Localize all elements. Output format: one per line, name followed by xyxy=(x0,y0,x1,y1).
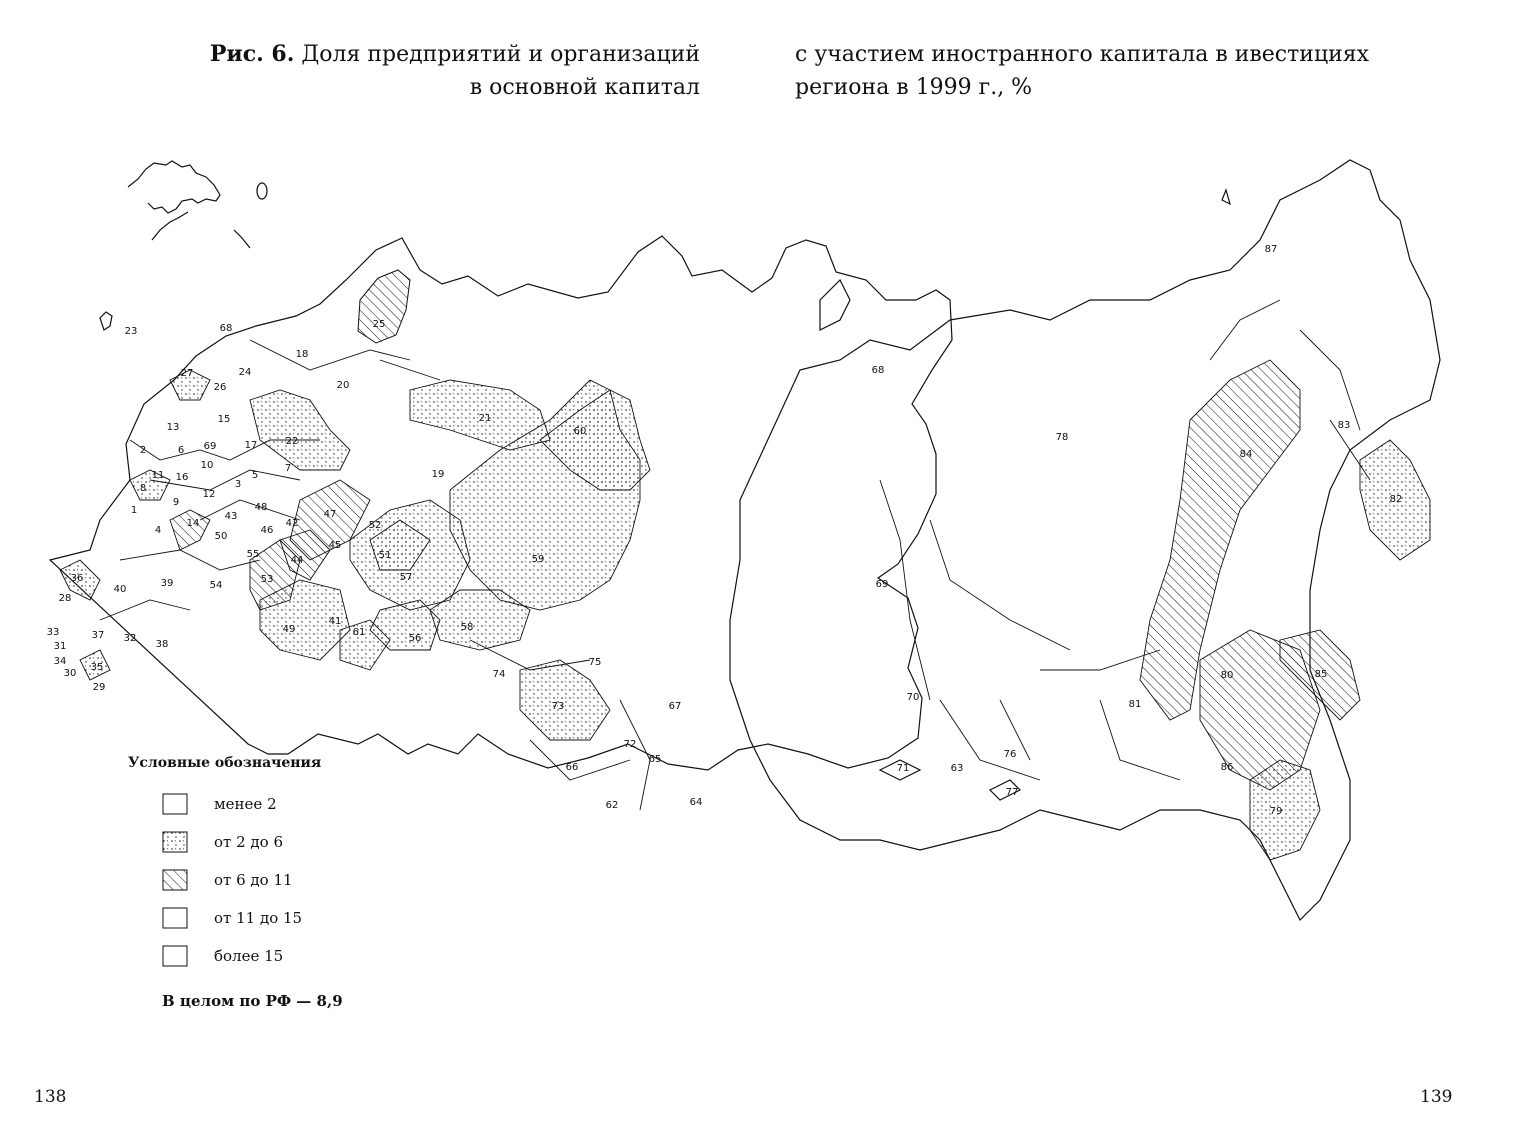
region-label-71: 71 xyxy=(896,763,910,774)
region-label-10: 10 xyxy=(200,460,214,471)
title-left-line1: Доля предприятий и организаций xyxy=(301,42,700,67)
region-label-83: 83 xyxy=(1337,420,1351,431)
legend-title: Условные обозначения xyxy=(128,755,322,771)
region-label-22: 22 xyxy=(285,436,299,447)
region-label-81: 81 xyxy=(1128,699,1142,710)
region-label-1: 1 xyxy=(130,505,138,516)
region-label-53: 53 xyxy=(260,574,274,585)
legend-item-2-6 xyxy=(162,823,428,861)
region-label-25: 25 xyxy=(372,319,386,330)
legend-item-gt15 xyxy=(162,937,428,975)
region-label-24: 24 xyxy=(238,367,252,378)
region-label-62: 62 xyxy=(605,800,619,811)
region-label-61: 61 xyxy=(352,627,366,638)
region-label-27: 27 xyxy=(180,368,194,379)
region-label-80: 80 xyxy=(1220,670,1234,681)
region-79 xyxy=(1250,760,1320,860)
region-label-4: 4 xyxy=(154,525,162,536)
region-label-7: 7 xyxy=(284,463,292,474)
region-label-2: 2 xyxy=(139,445,147,456)
region-label-46: 46 xyxy=(260,525,274,536)
region-label-21: 21 xyxy=(478,413,492,424)
russia-total xyxy=(162,992,343,1010)
region-label-50: 50 xyxy=(214,531,228,542)
total-value: 8,9 xyxy=(316,992,343,1010)
region-label-77: 77 xyxy=(1005,787,1019,798)
region-22 xyxy=(250,390,350,470)
region-label-23: 23 xyxy=(124,326,138,337)
region-25 xyxy=(358,270,410,343)
region-label-30: 30 xyxy=(63,668,77,679)
region-label-26: 26 xyxy=(213,382,227,393)
legend-label: от 2 до 6 xyxy=(214,833,283,851)
region-label-35: 35 xyxy=(90,662,104,673)
legend-label: более 15 xyxy=(214,947,284,965)
region-label-28: 28 xyxy=(58,593,72,604)
region-label-65: 65 xyxy=(648,754,662,765)
region-label-75: 75 xyxy=(588,657,602,668)
region-label-68: 68 xyxy=(871,365,885,376)
region-label-58: 58 xyxy=(460,622,474,633)
page-number-right: 139 xyxy=(1420,1087,1453,1107)
region-label-5: 5 xyxy=(251,470,259,481)
region-label-44: 44 xyxy=(290,555,304,566)
region-label-82: 82 xyxy=(1389,494,1403,505)
legend-swatch-blank xyxy=(162,907,188,929)
region-label-54: 54 xyxy=(209,580,223,591)
region-label-79: 79 xyxy=(1269,806,1283,817)
region-label-51: 51 xyxy=(378,550,392,561)
region-label-13: 13 xyxy=(166,422,180,433)
figure-label: Рис. 6. xyxy=(209,41,295,67)
legend-label: от 11 до 15 xyxy=(214,909,303,927)
region-label-59: 59 xyxy=(531,554,545,565)
legend xyxy=(128,755,428,975)
region-label-19: 19 xyxy=(431,469,445,480)
region-label-73: 73 xyxy=(551,701,565,712)
region-73 xyxy=(520,660,610,740)
page-number-left: 138 xyxy=(34,1087,67,1107)
region-label-72: 72 xyxy=(623,739,637,750)
region-label-9: 9 xyxy=(172,497,180,508)
legend-label: от 6 до 11 xyxy=(214,871,293,889)
region-label-57: 57 xyxy=(399,572,413,583)
map-east xyxy=(730,160,1440,920)
region-label-49: 49 xyxy=(282,624,296,635)
legend-swatch-hatch xyxy=(162,869,188,891)
title-right-line1: с участием иностранного капитала в ивестициях xyxy=(795,42,1370,67)
region-label-11: 11 xyxy=(151,470,165,481)
region-label-84: 84 xyxy=(1239,449,1253,460)
region-label-52: 52 xyxy=(368,520,382,531)
region-label-33: 33 xyxy=(46,627,60,638)
legend-swatch-blank xyxy=(162,945,188,967)
legend-item-11-15 xyxy=(162,899,428,937)
region-label-43: 43 xyxy=(224,511,238,522)
region-label-68: 68 xyxy=(219,323,233,334)
region-label-63: 63 xyxy=(950,763,964,774)
region-label-41: 41 xyxy=(328,616,342,627)
total-label: В целом по РФ — xyxy=(162,992,312,1010)
region-label-36: 36 xyxy=(70,573,84,584)
legend-item-lt2 xyxy=(162,785,428,823)
region-label-47: 47 xyxy=(323,509,337,520)
region-label-56: 56 xyxy=(408,633,422,644)
region-label-12: 12 xyxy=(202,489,216,500)
region-label-69: 69 xyxy=(203,441,217,452)
region-14 xyxy=(170,510,210,550)
region-label-42: 42 xyxy=(285,518,299,529)
region-label-86: 86 xyxy=(1220,762,1234,773)
title-right-line2: региона в 1999 г., % xyxy=(795,75,1033,100)
region-label-17: 17 xyxy=(244,440,258,451)
legend-label: менее 2 xyxy=(214,795,277,813)
region-label-85: 85 xyxy=(1314,669,1328,680)
region-label-31: 31 xyxy=(53,641,67,652)
region-label-69: 69 xyxy=(875,579,889,590)
region-label-87: 87 xyxy=(1264,244,1278,255)
region-label-32: 32 xyxy=(123,633,137,644)
region-label-60: 60 xyxy=(573,426,587,437)
region-label-16: 16 xyxy=(175,472,189,483)
title-left-line2: в основной капитал xyxy=(469,75,700,100)
region-label-76: 76 xyxy=(1003,749,1017,760)
region-label-78: 78 xyxy=(1055,432,1069,443)
region-label-45: 45 xyxy=(328,540,342,551)
region-label-67: 67 xyxy=(668,701,682,712)
region-label-64: 64 xyxy=(689,797,703,808)
region-label-15: 15 xyxy=(217,414,231,425)
legend-swatch-dots xyxy=(162,831,188,853)
region-label-34: 34 xyxy=(53,656,67,667)
region-label-38: 38 xyxy=(155,639,169,650)
region-label-20: 20 xyxy=(336,380,350,391)
region-label-55: 55 xyxy=(246,549,260,560)
region-label-18: 18 xyxy=(295,349,309,360)
region-label-70: 70 xyxy=(906,692,920,703)
region-label-6: 6 xyxy=(177,445,185,456)
region-label-39: 39 xyxy=(160,578,174,589)
map-west xyxy=(50,161,952,810)
region-label-14: 14 xyxy=(186,518,200,529)
region-label-40: 40 xyxy=(113,584,127,595)
region-label-37: 37 xyxy=(91,630,105,641)
region-label-74: 74 xyxy=(492,669,506,680)
region-label-8: 8 xyxy=(139,483,147,494)
region-label-48: 48 xyxy=(254,502,268,513)
legend-swatch-blank xyxy=(162,793,188,815)
region-label-66: 66 xyxy=(565,762,579,773)
legend-item-6-11 xyxy=(162,861,428,899)
region-label-29: 29 xyxy=(92,682,106,693)
region-label-3: 3 xyxy=(234,479,242,490)
